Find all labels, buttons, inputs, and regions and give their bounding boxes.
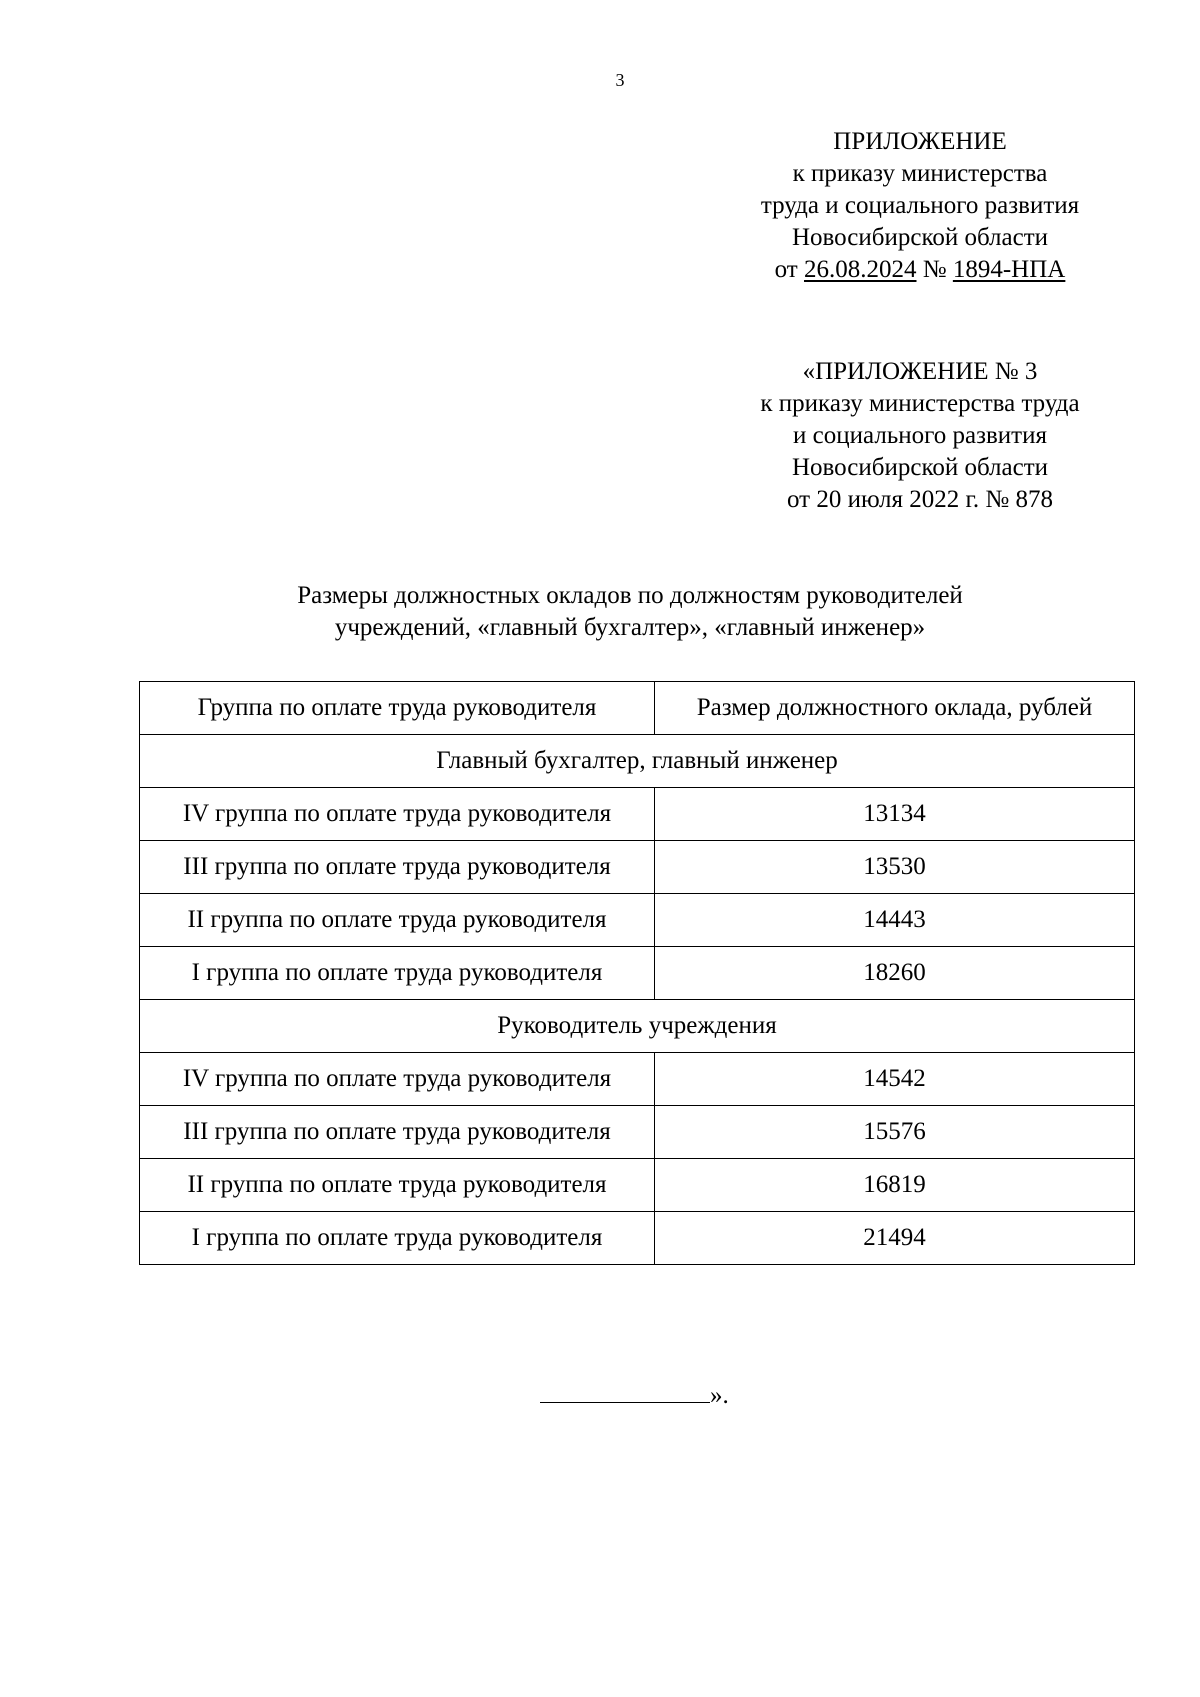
document-title-line-1: Размеры должностных окладов по должностям руководителей <box>297 582 963 609</box>
appendix-3-line-3: Новосибирской области <box>791 454 1049 481</box>
group-cell: II группа по оплате труда руководителя <box>140 894 655 947</box>
table-row <box>140 1212 1135 1265</box>
closing-line <box>540 1380 710 1403</box>
table-row <box>140 1053 1135 1106</box>
salary-cell: 15576 <box>655 1106 1135 1159</box>
table-row <box>140 1106 1135 1159</box>
group-cell: III группа по оплате труда руководителя <box>140 1106 655 1159</box>
table-row <box>140 894 1135 947</box>
header-salary: Размер должностного оклада, рублей <box>655 682 1135 735</box>
closing-mark <box>540 1380 729 1410</box>
group-cell: IV группа по оплате труда руководителя <box>140 788 655 841</box>
group-cell: II группа по оплате труда руководителя <box>140 1159 655 1212</box>
appendix-title: ПРИЛОЖЕНИЕ <box>833 128 1007 155</box>
section-title-chief-accountant: Главный бухгалтер, главный инженер <box>140 735 1135 788</box>
order-number: 1894-НПА <box>952 256 1066 283</box>
page-number: 3 <box>615 70 625 90</box>
table-row <box>140 947 1135 1000</box>
closing-quote: ». <box>710 1382 729 1409</box>
document-title <box>130 580 1130 644</box>
group-cell: I группа по оплате труда руководителя <box>140 947 655 1000</box>
appendix-order-ref <box>680 254 1160 286</box>
group-cell: I группа по оплате труда руководителя <box>140 1212 655 1265</box>
group-cell: III группа по оплате труда руководителя <box>140 841 655 894</box>
appendix-line-1: к приказу министерства <box>792 160 1048 187</box>
section-title-head-of-institution: Руководитель учреждения <box>140 1000 1135 1053</box>
appendix-3-header <box>680 356 1160 516</box>
header-group: Группа по оплате труда руководителя <box>140 682 655 735</box>
order-date: 26.08.2024 <box>804 256 917 283</box>
table-row <box>140 1159 1135 1212</box>
salary-cell: 14542 <box>655 1053 1135 1106</box>
group-cell: IV группа по оплате труда руководителя <box>140 1053 655 1106</box>
salary-cell: 14443 <box>655 894 1135 947</box>
date-prefix: от <box>774 256 804 283</box>
section-row <box>140 1000 1135 1053</box>
salary-cell: 16819 <box>655 1159 1135 1212</box>
appendix-line-2: труда и социального развития <box>760 192 1080 219</box>
appendix-3-title: «ПРИЛОЖЕНИЕ № 3 <box>802 358 1038 385</box>
salary-table <box>139 681 1135 1265</box>
salary-cell: 13134 <box>655 788 1135 841</box>
table-header-row <box>140 682 1135 735</box>
salary-cell: 18260 <box>655 947 1135 1000</box>
section-row <box>140 735 1135 788</box>
appendix-3-line-1: к приказу министерства труда <box>760 390 1080 417</box>
appendix-3-line-2: и социального развития <box>793 422 1047 449</box>
appendix-line-3: Новосибирской области <box>791 224 1049 251</box>
salary-cell: 21494 <box>655 1212 1135 1265</box>
table-row <box>140 788 1135 841</box>
document-title-line-2: учреждений, «главный бухгалтер», «главный инженер» <box>334 614 926 641</box>
salary-cell: 13530 <box>655 841 1135 894</box>
appendix-header <box>680 126 1160 286</box>
number-prefix: № <box>916 256 953 283</box>
table-row <box>140 841 1135 894</box>
appendix-3-line-4: от 20 июля 2022 г. № 878 <box>786 486 1054 513</box>
